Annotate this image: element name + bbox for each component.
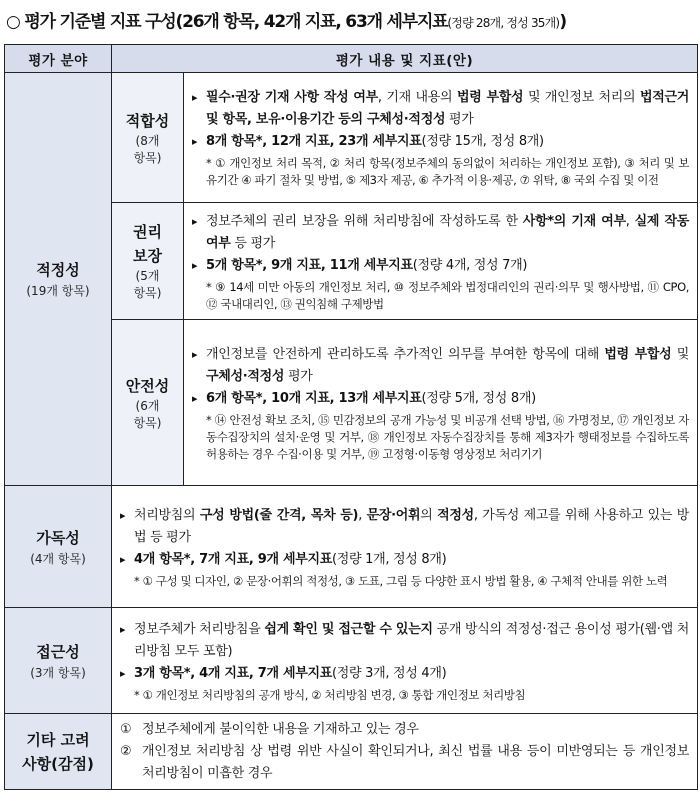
header-area: 평가 분야: [5, 45, 112, 73]
footnote: * ⑭ 안전성 확보 조치, ⑮ 민감정보의 공개 가능성 및 비공개 선택 방법, ⑯ 가명정보, ⑰ 개인정보 자동수집장치의 설치·운영 및 거부, ⑱ 개인정보 자동수집장치를 통해 제3자가 행태정보를 수집하도록 허용하는 경우 수집·이용 및 거부, ⑲ 고정형·이동형 영상정보 처리기기: [206, 412, 689, 461]
table-row: [5, 714, 698, 790]
content-other: [112, 714, 698, 790]
bullet-item: ▸ 개인정보를 안전하게 관리하도록 추가적인 의무를 부여한 항목에 대해 법령 부합성 및 구체성·적정성 평가: [192, 344, 689, 388]
sub-name: 권리: [133, 223, 162, 241]
area-accessibility: [5, 608, 112, 714]
area-count: (3개 항목): [30, 665, 86, 680]
area-count: (19개 항목): [26, 284, 90, 298]
bullet-item: ▸ 6개 항목*, 10개 지표, 13개 세부지표(정량 5개, 정성 8개): [192, 388, 689, 410]
content-safety: [184, 320, 698, 486]
sub-count: (5개: [135, 269, 160, 283]
area-name: 기타 고려: [26, 730, 90, 749]
bullet-item: ▸ 정보주체가 처리방침을 쉽게 확인 및 접근할 수 있는지 공개 방식의 적정성·접근 용이성 평가(웹·앱 처리방침 모두 포함): [120, 619, 689, 663]
content-rights: [184, 203, 698, 320]
footnote: * ① 개인정보 처리방침의 공개 방식, ② 처리방침 변경, ③ 통합 개인정보 처리방침: [134, 687, 526, 702]
sub-count: 항목): [133, 415, 162, 430]
area-name: 접근성: [36, 642, 80, 661]
list-item: ② 개인정보 처리방침 상 법령 위반 사실이 확인되거나, 최신 법률 내용 등이 미반영되는 등 개인정보 처리방침이 미흡한 경우: [120, 744, 689, 781]
footnote: * ① 개인정보 처리 목적, ② 처리 항목(정보주체의 동의없이 처리하는 개인정보 포함), ③ 처리 및 보유기간 ④ 파기 절차 및 방법, ⑤ 제3자 제공, ⑥ 추가적 이용·제공, ⑦ 위탁, ⑧ 국외 수집 및 이전: [206, 156, 689, 187]
bullet-item: ▸ 4개 항목*, 7개 지표, 9개 세부지표(정량 1개, 정성 8개): [120, 549, 689, 571]
sub-name: 적합성: [125, 111, 170, 130]
footnote: * ① 구성 및 디자인, ② 문장·어휘의 적정성, ③ 도표, 그림 등 다양한 표시 방법 활용, ④ 구체적 안내를 위한 노력: [134, 573, 668, 588]
table-row: [5, 486, 698, 608]
sub-compatibility: [112, 73, 184, 203]
evaluation-table: [4, 44, 698, 790]
sub-name: 보장: [133, 247, 162, 265]
list-item: ① 정보주체에게 불이익한 내용을 기재하고 있는 경우: [120, 722, 419, 737]
sub-name: 안전성: [125, 376, 170, 395]
area-count: (4개 항목): [30, 551, 86, 566]
bullet-item: ▸ 8개 항목*, 12개 지표, 23개 세부지표(정량 15개, 정성 8개): [192, 131, 689, 153]
content-compatibility: [184, 73, 698, 203]
sub-rights: [112, 203, 184, 320]
bullet-item: ▸ 필수·권장 기재 사항 작성 여부, 기재 내용의 법령 부합성 및 개인정보 처리의 법적근거 및 항목, 보유·이용기간 등의 구체성·적정성 평가: [192, 87, 689, 131]
area-name: 가독성: [36, 528, 80, 547]
sub-count: (8개: [135, 133, 160, 148]
area-name: 사항(감점): [22, 754, 94, 773]
sub-count: 항목): [133, 286, 162, 300]
table-header-row: [5, 45, 698, 73]
area-suitability: [5, 73, 112, 486]
area-readability: [5, 486, 112, 608]
sub-count: 항목): [133, 150, 162, 165]
bullet-item: ▸ 3개 항목*, 4개 지표, 7개 세부지표(정량 3개, 정성 4개): [120, 663, 689, 685]
content-accessibility: [112, 608, 698, 714]
header-content: 평가 내용 및 지표(안): [112, 45, 698, 73]
sub-safety: [112, 320, 184, 486]
area-name: 적정성: [36, 261, 80, 279]
title-main: ○ 평가 기준별 지표 구성(26개 항목, 42개 지표, 63개 세부지표: [6, 12, 448, 32]
area-other: [5, 714, 112, 790]
footnote: * ⑨ 14세 미만 아동의 개인정보 처리, ⑩ 정보주체와 법정대리인의 권리·의무 및 행사방법, ⑪ CPO, ⑫ 국내대리인, ⑬ 권익침해 구제방법: [206, 279, 689, 311]
page-title: [6, 4, 696, 40]
title-sub: (정량 28개, 정성 35개): [447, 16, 560, 30]
bullet-item: ▸ 정보주체의 권리 보장을 위해 처리방침에 작성하도록 한 사항*의 기재 여부, 실제 작동 여부 등 평가: [192, 211, 689, 255]
table-row: [5, 73, 698, 203]
title-close: ): [559, 12, 566, 32]
table-row: [5, 608, 698, 714]
content-readability: [112, 486, 698, 608]
bullet-item: ▸ 처리방침의 구성 방법(줄 간격, 목차 등), 문장·어휘의 적정성, 가독성 제고를 위해 사용하고 있는 방법 등 평가: [120, 505, 689, 549]
bullet-item: ▸ 5개 항목*, 9개 지표, 11개 세부지표(정량 4개, 정성 7개): [192, 255, 689, 277]
sub-count: (6개: [135, 398, 160, 413]
